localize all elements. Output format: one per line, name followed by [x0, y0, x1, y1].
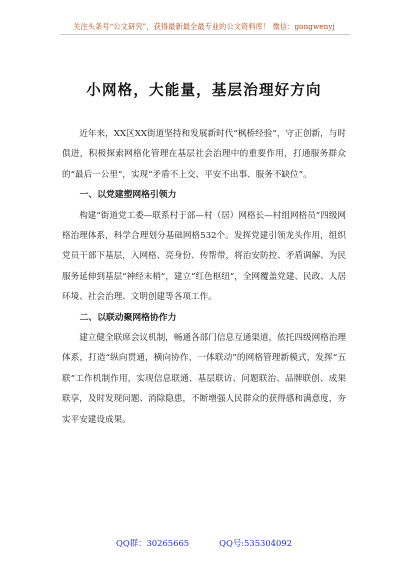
intro-paragraph: 近年来，XX区XX街道坚持和发展新时代“枫桥经验”，守正创新，与时俱进，积极探索网格化管理在基层社会治理中的重要作用，打通服务群众的“最后一公里”，实现“矛盾不上交、平安不出事、服务不缺位”。 [62, 129, 346, 180]
header-promo-note: 关注头条号“公文研究”，获得最新最全最专业的公文资料库！ 微信：gongwenyj [73, 22, 335, 31]
section-heading-1: 一、以党建塑网格引领力 [79, 190, 177, 201]
footer-qq-number: QQ号:535304092 [219, 538, 292, 548]
section-paragraph-2: 建立健全联席会议机制，畅通各部门信息互通渠道，依托四级网格治理体系，打造“纵向贯通，横向协作，一体联动”的网格管理新模式，发挥“五联”工作机制作用，实现信息联通、基层联访、问题联治、品牌联创、成果联享，及时发现问题、消除隐患，不断增强人民群众的获得感和满意度，夯实平安建设成果。 [62, 333, 346, 425]
section-heading-2: 二、以联动聚网格协作力 [79, 312, 177, 323]
footer-contact [0, 537, 408, 549]
document-body [62, 124, 346, 430]
header-divider [60, 34, 350, 35]
section-paragraph-1: 构建“街道党工委—联系村于部—村（居）网格长—村组网格员”四级网格治理体系，科学合理划分基础网格532个。发挥党建引领龙头作用，组织党员干部下基层，入网格、亮身份、传帮带，将治安防控、矛盾调解、为民服务延伸到基层“神经末梢”，建立“红色枢纽”，全网覆盖党建、民政、人居环境、社会治理、文明创建等各项工作。 [62, 210, 346, 303]
footer-qq-group: QQ群：30265665 [116, 538, 190, 548]
document-title: 小网格，大能量，基层治理好方向 [86, 83, 322, 99]
